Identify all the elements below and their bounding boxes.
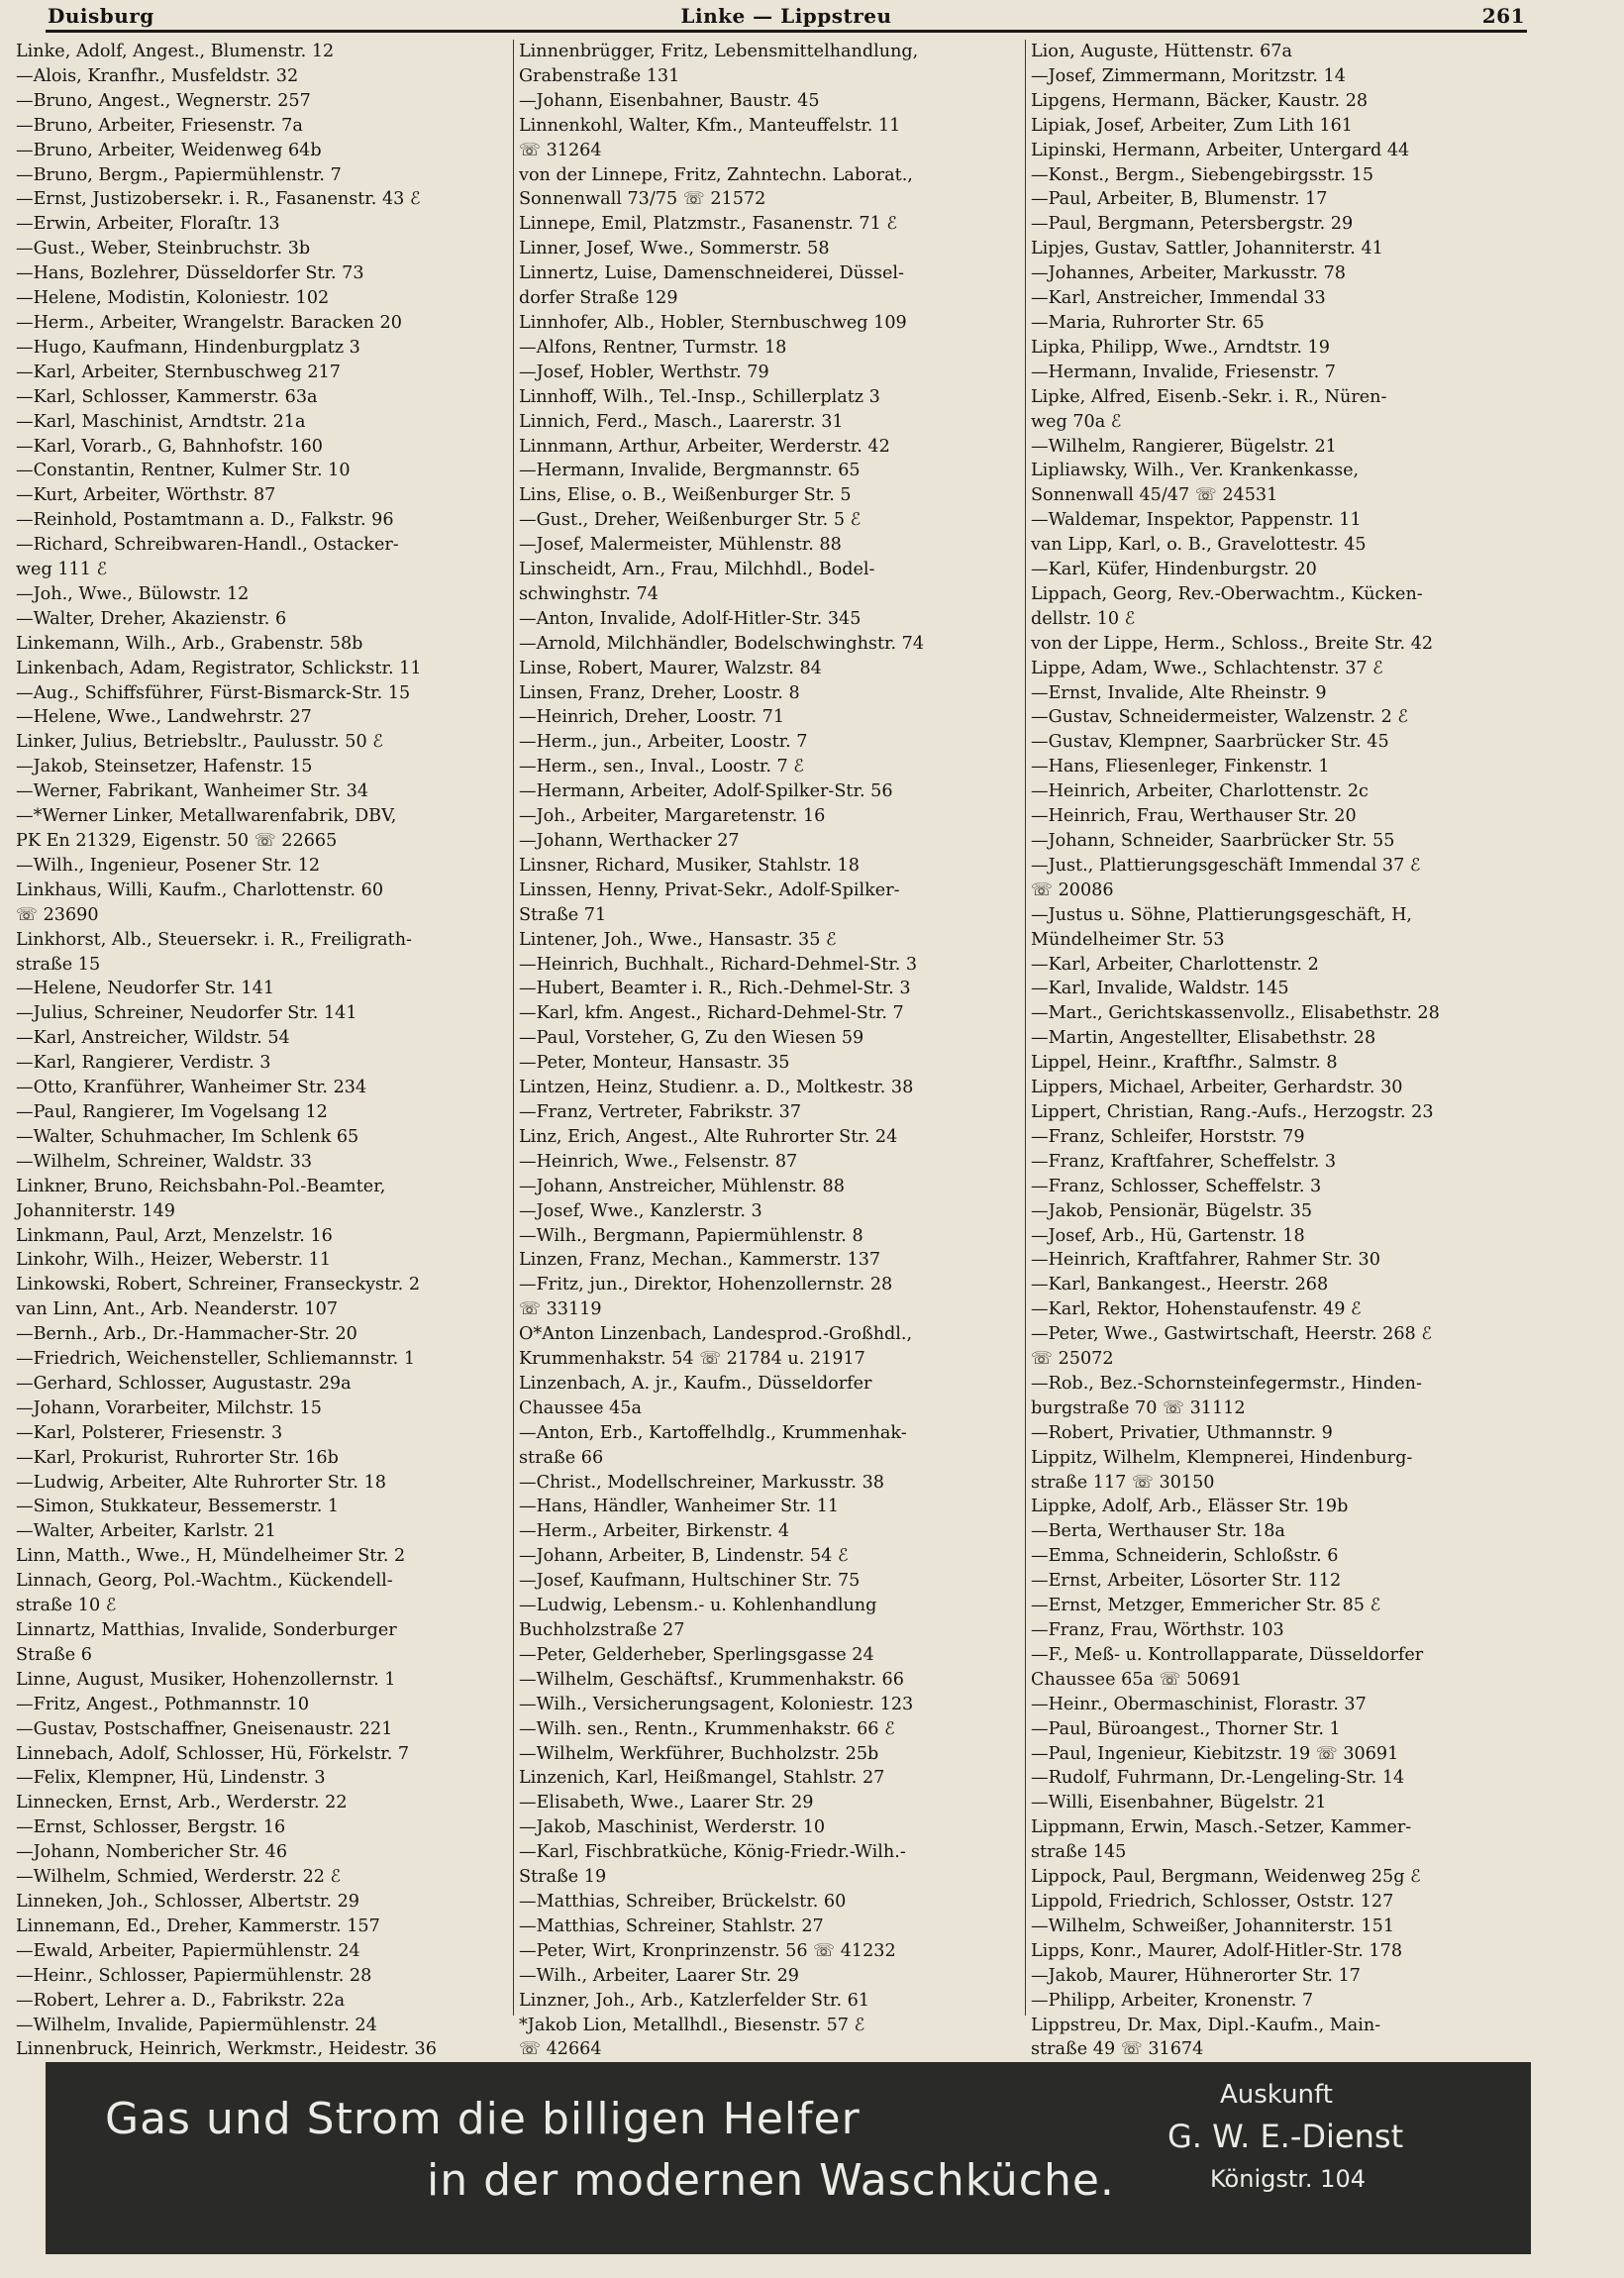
directory-entry: —Gustav, Postschaffner, Gneisenaustr. 221 <box>16 1718 393 1739</box>
directory-entry: Lippold, Friedrich, Schlosser, Oststr. 127 <box>1031 1891 1394 1912</box>
directory-entry: —Richard, Schreibwaren-Handl., Ostacker- <box>16 535 399 556</box>
directory-entry: Linscheidt, Arn., Frau, Milchhdl., Bodel- <box>519 560 875 580</box>
directory-entry: —Johannes, Arbeiter, Markusstr. 78 <box>1031 263 1346 284</box>
directory-entry: Mündelheimer Str. 53 <box>1031 929 1225 950</box>
directory-entry: Straße 19 <box>519 1867 607 1888</box>
directory-entry: —Felix, Klempner, Hü, Lindenstr. 3 <box>16 1768 326 1789</box>
directory-entry: Lippert, Christian, Rang.-Aufs., Herzogstr. 23 <box>1031 1101 1434 1122</box>
directory-entry: —Jakob, Pensionär, Bügelstr. 35 <box>1031 1200 1313 1221</box>
directory-entry: —Paul, Bergmann, Petersbergstr. 29 <box>1031 214 1354 235</box>
directory-entry: —Karl, Vorarb., G, Bahnhofstr. 160 <box>16 436 323 457</box>
directory-entry: —Heinrich, Arbeiter, Charlottenstr. 2c <box>1031 781 1369 802</box>
directory-entry: Linsen, Franz, Dreher, Loostr. 8 <box>519 682 800 703</box>
directory-entry: burgstraße 70 ☏ 31112 <box>1031 1398 1246 1418</box>
directory-entry: Lipka, Philipp, Wwe., Arndtstr. 19 <box>1031 337 1330 358</box>
directory-entry: —Ernst, Arbeiter, Lösorter Str. 112 <box>1031 1571 1342 1592</box>
directory-entry: —Walter, Dreher, Akazienstr. 6 <box>16 608 287 629</box>
directory-entry: —Josef, Wwe., Kanzlerstr. 3 <box>519 1200 762 1221</box>
directory-entry: Linzenbach, A. jr., Kaufm., Düsseldorfer <box>519 1373 872 1394</box>
directory-entry: —Johann, Vorarbeiter, Milchstr. 15 <box>16 1398 322 1418</box>
directory-entry: —Franz, Schlosser, Scheffelstr. 3 <box>1031 1176 1322 1196</box>
directory-entry: —Bruno, Arbeiter, Friesenstr. 7a <box>16 115 303 136</box>
directory-entry: Lipps, Konr., Maurer, Adolf-Hitler-Str. 178 <box>1031 1940 1403 1961</box>
directory-entry: —Karl, Schlosser, Kammerstr. 63a <box>16 386 318 407</box>
directory-entry: —Karl, Prokurist, Ruhrorter Str. 16b <box>16 1447 339 1468</box>
directory-entry: —Wilh., Versicherungsagent, Koloniestr. 123 <box>519 1694 914 1714</box>
directory-entry: —Walter, Arbeiter, Karlstr. 21 <box>16 1521 276 1542</box>
directory-entry: —Gerhard, Schlosser, Augustastr. 29a <box>16 1373 352 1394</box>
directory-entry: Linkowski, Robert, Schreiner, Franseckystr. 2 <box>16 1275 421 1295</box>
directory-entry: Buchholzstraße 27 <box>519 1620 685 1640</box>
directory-entry: Lipke, Alfred, Eisenb.-Sekr. i. R., Nüren- <box>1031 386 1387 407</box>
directory-entry: Linner, Josef, Wwe., Sommerstr. 58 <box>519 239 830 259</box>
directory-entry: Linkohr, Wilh., Heizer, Weberstr. 11 <box>16 1250 332 1271</box>
directory-entry: —Bernh., Arb., Dr.-Hammacher-Str. 20 <box>16 1324 357 1345</box>
directory-entry: —Matthias, Schreiber, Brückelstr. 60 <box>519 1891 847 1912</box>
directory-entry: —Herm., Arbeiter, Birkenstr. 4 <box>519 1521 790 1542</box>
directory-entry: —Herm., jun., Arbeiter, Loostr. 7 <box>519 732 808 753</box>
directory-entry: —Karl, Invalide, Waldstr. 145 <box>1031 979 1289 999</box>
directory-entry: —Hermann, Invalide, Bergmannstr. 65 <box>519 461 861 481</box>
directory-entry: —Willi, Eisenbahner, Bügelstr. 21 <box>1031 1793 1327 1813</box>
directory-entry: —Gustav, Klempner, Saarbrücker Str. 45 <box>1031 732 1389 753</box>
directory-entry: —Arnold, Milchhändler, Bodelschwinghstr. 74 <box>519 633 925 654</box>
directory-entry: —Jakob, Steinsetzer, Hafenstr. 15 <box>16 757 313 777</box>
directory-entry: —Maria, Ruhrorter Str. 65 <box>1031 312 1265 333</box>
directory-entry: —Ernst, Invalide, Alte Rheinstr. 9 <box>1031 682 1327 703</box>
directory-entry: —Paul, Vorsteher, G, Zu den Wiesen 59 <box>519 1028 864 1049</box>
directory-entry: Linzen, Franz, Mechan., Kammerstr. 137 <box>519 1250 881 1271</box>
directory-entry: —Heinrich, Frau, Werthauser Str. 20 <box>1031 806 1357 827</box>
directory-entry: —Karl, Bankangest., Heerstr. 268 <box>1031 1275 1329 1295</box>
directory-entry: straße 145 <box>1031 1842 1127 1863</box>
ad-info-name: G. W. E.-Dienst <box>1167 2118 1404 2155</box>
directory-entry: —Heinr., Obermaschinist, Florastr. 37 <box>1031 1694 1367 1714</box>
directory-entry: —Ernst, Metzger, Emmericher Str. 85 ℰ <box>1031 1596 1381 1616</box>
directory-entry: Linker, Julius, Betriebsltr., Paulusstr. 50 ℰ <box>16 732 383 753</box>
directory-entry: —Johann, Anstreicher, Mühlenstr. 88 <box>519 1176 845 1196</box>
directory-entry: —Robert, Lehrer a. D., Fabrikstr. 22a <box>16 1990 346 2011</box>
directory-entry: —Wilh., Bergmann, Papiermühlenstr. 8 <box>519 1225 863 1246</box>
directory-entry: —Hans, Bozlehrer, Düsseldorfer Str. 73 <box>16 263 364 284</box>
directory-entry: —Johann, Werthacker 27 <box>519 831 740 851</box>
directory-entry: Lippitz, Wilhelm, Klempnerei, Hindenburg- <box>1031 1447 1413 1468</box>
directory-entry: Linse, Robert, Maurer, Walzstr. 84 <box>519 658 822 678</box>
directory-entry: Sonnenwall 73/75 ☏ 21572 <box>519 189 766 210</box>
directory-entry: —Wilhelm, Schweißer, Johanniterstr. 151 <box>1031 1916 1395 1936</box>
directory-entry: Linne, August, Musiker, Hohenzollernstr. 1 <box>16 1669 396 1690</box>
directory-entry: —Wilhelm, Invalide, Papiermühlenstr. 24 <box>16 2015 377 2035</box>
directory-entry: —Heinrich, Kraftfahrer, Rahmer Str. 30 <box>1031 1250 1380 1271</box>
advertisement-banner <box>46 2062 1531 2254</box>
directory-entry: Lipliawsky, Wilh., Ver. Krankenkasse, <box>1031 461 1360 481</box>
directory-entry: —Reinhold, Postamtmann a. D., Falkstr. 96 <box>16 510 394 531</box>
directory-entry: —Peter, Gelderheber, Sperlingsgasse 24 <box>519 1644 874 1665</box>
directory-entry: Lipjes, Gustav, Sattler, Johanniterstr. 41 <box>1031 239 1383 259</box>
directory-entry: —Hans, Händler, Wanheimer Str. 11 <box>519 1497 840 1517</box>
directory-entry: —Heinrich, Buchhalt., Richard-Dehmel-Str. 3 <box>519 954 918 975</box>
directory-entry: —Anton, Invalide, Adolf-Hitler-Str. 345 <box>519 608 862 629</box>
directory-entry: —Ludwig, Lebensm.- u. Kohlenhandlung <box>519 1596 877 1616</box>
directory-entry: —Christ., Modellschreiner, Markusstr. 38 <box>519 1472 884 1493</box>
directory-entry: —Anton, Erb., Kartoffelhdlg., Krummenhak- <box>519 1422 907 1443</box>
directory-entry: Linkner, Bruno, Reichsbahn-Pol.-Beamter, <box>16 1176 386 1196</box>
directory-entry: PK En 21329, Eigenstr. 50 ☏ 22665 <box>16 831 338 851</box>
directory-entry: —Walter, Schuhmacher, Im Schlenk 65 <box>16 1126 359 1147</box>
directory-entry: straße 15 <box>16 954 101 975</box>
directory-entry: —Bruno, Bergm., Papiermühlenstr. 7 <box>16 164 342 185</box>
directory-entry: —Heinrich, Dreher, Loostr. 71 <box>519 707 785 728</box>
directory-entry: —Karl, Arbeiter, Sternbuschweg 217 <box>16 362 342 382</box>
directory-entry: Linke, Adolf, Angest., Blumenstr. 12 <box>16 42 335 61</box>
directory-entry: Linnhoff, Wilh., Tel.-Insp., Schillerplatz 3 <box>519 386 880 407</box>
directory-entry: —Paul, Rangierer, Im Vogelsang 12 <box>16 1101 328 1122</box>
directory-entry: straße 117 ☏ 30150 <box>1031 1472 1215 1493</box>
directory-entry: —Aug., Schiffsführer, Fürst-Bismarck-Str. 15 <box>16 682 411 703</box>
directory-entry: Grabenstraße 131 <box>519 65 680 86</box>
directory-entry: —Philipp, Arbeiter, Kronenstr. 7 <box>1031 1990 1314 2011</box>
directory-entry: —Johann, Eisenbahner, Baustr. 45 <box>519 90 820 111</box>
directory-entry: Linnebach, Adolf, Schlosser, Hü, Förkelstr. 7 <box>16 1743 410 1764</box>
directory-entry: Lipinski, Hermann, Arbeiter, Untergard 44 <box>1031 140 1410 160</box>
directory-entry: —Paul, Ingenieur, Kiebitzstr. 19 ☏ 30691 <box>1031 1743 1399 1764</box>
directory-entry: —Gustav, Schneidermeister, Walzenstr. 2 ℰ <box>1031 707 1409 728</box>
directory-entry: Linneken, Joh., Schlosser, Albertstr. 29 <box>16 1891 359 1912</box>
directory-entry: Linnenkohl, Walter, Kfm., Manteuffelstr. 11 <box>519 115 901 136</box>
ad-slogan-line-1: Gas und Strom die billigen Helfer <box>105 2094 861 2144</box>
directory-entry: —Peter, Wirt, Kronprinzenstr. 56 ☏ 41232 <box>519 1940 896 1961</box>
directory-entry: —Jakob, Maurer, Hühnerorter Str. 17 <box>1031 1965 1361 1986</box>
directory-entry: Lippock, Paul, Bergmann, Weidenweg 25g ℰ <box>1031 1867 1421 1888</box>
directory-entry: Lippers, Michael, Arbeiter, Gerhardstr. 30 <box>1031 1078 1403 1098</box>
directory-entry: —Karl, Arbeiter, Charlottenstr. 2 <box>1031 954 1319 975</box>
directory-entry: —Julius, Schreiner, Neudorfer Str. 141 <box>16 1003 357 1024</box>
directory-entry: —Mart., Gerichtskassenvollz., Elisabethstr. 28 <box>1031 1003 1440 1024</box>
directory-entry: van Linn, Ant., Arb. Neanderstr. 107 <box>16 1299 339 1320</box>
directory-entry: —Kurt, Arbeiter, Wörthstr. 87 <box>16 485 276 506</box>
directory-entry: straße 66 <box>519 1447 604 1468</box>
directory-entry: —Peter, Wwe., Gastwirtschaft, Heerstr. 268 ℰ <box>1031 1324 1432 1345</box>
directory-entry: Linnertz, Luise, Damenschneiderei, Düssel- <box>519 263 904 284</box>
directory-entry: —Justus u. Söhne, Plattierungsgeschäft, H, <box>1031 904 1413 925</box>
directory-entry: —Franz, Schleifer, Horststr. 79 <box>1031 1126 1305 1147</box>
column-2 <box>519 40 1022 2060</box>
directory-entry: —Wilhelm, Schreiner, Waldstr. 33 <box>16 1151 313 1172</box>
directory-entry: *Jakob Lion, Metallhdl., Biesenstr. 57 ℰ <box>519 2015 865 2035</box>
directory-entry: —Konst., Bergm., Siebengebirgsstr. 15 <box>1031 164 1374 185</box>
directory-entry: —Fritz, jun., Direktor, Hohenzollernstr. 28 <box>519 1275 893 1295</box>
directory-entry: Lipgens, Hermann, Bäcker, Kaustr. 28 <box>1031 90 1369 111</box>
directory-entry: —Bruno, Angest., Wegnerstr. 257 <box>16 90 311 111</box>
directory-entry: Linssen, Henny, Privat-Sekr., Adolf-Spilker- <box>519 880 900 900</box>
directory-entry: Linnepe, Emil, Platzmstr., Fasanenstr. 71 ℰ <box>519 214 898 235</box>
directory-entry: dorfer Straße 129 <box>519 288 678 309</box>
page-number: 261 <box>1481 4 1525 28</box>
directory-entry: Lippach, Georg, Rev.-Oberwachtm., Kücken- <box>1031 583 1423 604</box>
directory-entry: —Berta, Werthauser Str. 18a <box>1031 1521 1285 1542</box>
directory-entry: Straße 71 <box>519 904 607 925</box>
directory-entry: —Johann, Schneider, Saarbrücker Str. 55 <box>1031 831 1395 851</box>
directory-entry: Lippke, Adolf, Arb., Elässer Str. 19b <box>1031 1497 1349 1517</box>
directory-entry: weg 111 ℰ <box>16 560 108 580</box>
directory-entry: Lintener, Joh., Wwe., Hansastr. 35 ℰ <box>519 929 837 950</box>
directory-entry: von der Lippe, Herm., Schloss., Breite Str. 42 <box>1031 633 1434 654</box>
directory-entry: —Helene, Modistin, Koloniestr. 102 <box>16 288 330 309</box>
directory-entry: —Johann, Nombericher Str. 46 <box>16 1842 288 1863</box>
directory-entry: —Karl, Polsterer, Friesenstr. 3 <box>16 1422 283 1443</box>
column-divider <box>1025 40 1026 2016</box>
directory-entry: —Martin, Angestellter, Elisabethstr. 28 <box>1031 1028 1376 1049</box>
column-divider <box>513 40 514 2016</box>
directory-entry: —Josef, Zimmermann, Moritzstr. 14 <box>1031 65 1346 86</box>
directory-entry: Sonnenwall 45/47 ☏ 24531 <box>1031 485 1278 506</box>
directory-entry: —Matthias, Schreiner, Stahlstr. 27 <box>519 1916 824 1936</box>
directory-entry: ☏ 20086 <box>1031 880 1114 900</box>
directory-entry: —Karl, kfm. Angest., Richard-Dehmel-Str. 7 <box>519 1003 904 1024</box>
directory-entry: ☏ 33119 <box>519 1299 602 1320</box>
directory-entry: —Simon, Stukkateur, Bessemerstr. 1 <box>16 1497 340 1517</box>
directory-entry: —Waldemar, Inspektor, Pappenstr. 11 <box>1031 510 1362 531</box>
directory-entry: —Herm., Arbeiter, Wrangelstr. Baracken 20 <box>16 312 402 333</box>
directory-entry: Linz, Erich, Angest., Alte Ruhrorter Str. 24 <box>519 1126 898 1147</box>
directory-entry: Krummenhakstr. 54 ☏ 21784 u. 21917 <box>519 1349 865 1370</box>
directory-entry: —F., Meß- u. Kontrollapparate, Düsseldorfer <box>1031 1644 1424 1665</box>
directory-entry: Linkemann, Wilh., Arb., Grabenstr. 58b <box>16 633 363 654</box>
directory-entry: Linnich, Ferd., Masch., Laarerstr. 31 <box>519 411 844 432</box>
directory-entry: ☏ 31264 <box>519 140 602 160</box>
directory-entry: —Wilhelm, Geschäftsf., Krummenhakstr. 66 <box>519 1669 904 1690</box>
directory-entry: —Wilhelm, Werkführer, Buchholzstr. 25b <box>519 1743 879 1764</box>
directory-entry: —Robert, Privatier, Uthmannstr. 9 <box>1031 1422 1333 1443</box>
directory-entry: schwinghstr. 74 <box>519 583 659 604</box>
directory-entry: —Elisabeth, Wwe., Laarer Str. 29 <box>519 1793 814 1813</box>
directory-entry: —Ludwig, Arbeiter, Alte Ruhrorter Str. 18 <box>16 1472 386 1493</box>
directory-entry: —Heinrich, Wwe., Felsenstr. 87 <box>519 1151 798 1172</box>
directory-entry: —Franz, Vertreter, Fabrikstr. 37 <box>519 1101 802 1122</box>
directory-entry: —Paul, Büroangest., Thorner Str. 1 <box>1031 1718 1341 1739</box>
directory-entry: —Johann, Arbeiter, B, Lindenstr. 54 ℰ <box>519 1546 849 1567</box>
directory-entry: —Franz, Kraftfahrer, Scheffelstr. 3 <box>1031 1151 1337 1172</box>
directory-entry: —Gust., Weber, Steinbruchstr. 3b <box>16 239 311 259</box>
directory-entry: —Alfons, Rentner, Turmstr. 18 <box>519 337 787 358</box>
directory-entry: Chaussee 45a <box>519 1398 642 1418</box>
directory-entry: Lippstreu, Dr. Max, Dipl.-Kaufm., Main- <box>1031 2015 1381 2035</box>
directory-entry: ☏ 23690 <box>16 904 99 925</box>
directory-entry: weg 70a ℰ <box>1031 411 1122 432</box>
directory-entry: —Wilh. sen., Rentn., Krummenhakstr. 66 ℰ <box>519 1718 895 1739</box>
directory-entry: —Peter, Monteur, Hansastr. 35 <box>519 1053 790 1074</box>
directory-entry: —Josef, Malermeister, Mühlenstr. 88 <box>519 535 842 556</box>
directory-entry: —Bruno, Arbeiter, Weidenweg 64b <box>16 140 322 160</box>
directory-entry: Linkmann, Paul, Arzt, Menzelstr. 16 <box>16 1225 333 1246</box>
directory-entry: —Fritz, Angest., Pothmannstr. 10 <box>16 1694 310 1714</box>
directory-entry: —Otto, Kranführer, Wanheimer Str. 234 <box>16 1078 367 1098</box>
directory-entry: —Wilh., Ingenieur, Posener Str. 12 <box>16 855 321 876</box>
directory-entry: —Just., Plattierungsgeschäft Immendal 37 ℰ <box>1031 855 1421 876</box>
directory-entry: Chaussee 65a ☏ 50691 <box>1031 1669 1243 1690</box>
directory-entry: —Helene, Neudorfer Str. 141 <box>16 979 275 999</box>
directory-entry: —Alois, Kranfhr., Musfeldstr. 32 <box>16 65 299 86</box>
directory-entry: —Constantin, Rentner, Kulmer Str. 10 <box>16 461 351 481</box>
column-1 <box>16 40 511 2060</box>
directory-entry: Lins, Elise, o. B., Weißenburger Str. 5 <box>519 485 852 506</box>
directory-entry: —Karl, Anstreicher, Immendal 33 <box>1031 288 1326 309</box>
directory-entry: —Rob., Bez.-Schornsteinfegermstr., Hinden- <box>1031 1373 1422 1394</box>
page-header <box>46 0 1527 33</box>
directory-entry: Linnhofer, Alb., Hobler, Sternbuschweg 109 <box>519 312 907 333</box>
directory-entry: —Ernst, Justizobersekr. i. R., Fasanenstr. 43 ℰ <box>16 189 421 210</box>
directory-entry: Linkhorst, Alb., Steuersekr. i. R., Freiligrath- <box>16 929 412 950</box>
directory-entry: —Heinr., Schlosser, Papiermühlenstr. 28 <box>16 1965 372 1986</box>
header-city: Duisburg <box>48 4 154 28</box>
directory-entry: ☏ 42664 <box>519 2039 602 2060</box>
directory-entry: Linkenbach, Adam, Registrator, Schlickstr. 11 <box>16 658 422 678</box>
directory-entry: —Erwin, Arbeiter, Floraſtr. 13 <box>16 214 280 235</box>
directory-entry: Linnenbruck, Heinrich, Werkmstr., Heidestr. 36 <box>16 2039 437 2060</box>
directory-entry: Linnach, Georg, Pol.-Wachtm., Kückendell- <box>16 1571 393 1592</box>
directory-entry: Linnartz, Matthias, Invalide, Sonderburger <box>16 1620 397 1640</box>
directory-entry: —Joh., Arbeiter, Margaretenstr. 16 <box>519 806 826 827</box>
directory-entry: —Wilhelm, Schmied, Werderstr. 22 ℰ <box>16 1867 342 1888</box>
directory-entry: —Wilh., Arbeiter, Laarer Str. 29 <box>519 1965 799 1986</box>
directory-entry: Lintzen, Heinz, Studienr. a. D., Moltkestr. 38 <box>519 1078 914 1098</box>
directory-entry: Linsner, Richard, Musiker, Stahlstr. 18 <box>519 855 860 876</box>
directory-entry: —*Werner Linker, Metallwarenfabrik, DBV, <box>16 806 397 827</box>
directory-entry: —Josef, Kaufmann, Hultschiner Str. 75 <box>519 1571 861 1592</box>
directory-entry: O*Anton Linzenbach, Landesprod.-Großhdl., <box>519 1324 913 1345</box>
directory-entry: Lippe, Adam, Wwe., Schlachtenstr. 37 ℰ <box>1031 658 1383 678</box>
ad-info-address: Königstr. 104 <box>1210 2165 1366 2193</box>
directory-entry: —Wilhelm, Rangierer, Bügelstr. 21 <box>1031 436 1337 457</box>
directory-entry: Linnmann, Arthur, Arbeiter, Werderstr. 42 <box>519 436 890 457</box>
directory-entry: —Hubert, Beamter i. R., Rich.-Dehmel-Str. 3 <box>519 979 911 999</box>
directory-entry: Linkhaus, Willi, Kaufm., Charlottenstr. 60 <box>16 880 384 900</box>
directory-entry: straße 49 ☏ 31674 <box>1031 2039 1204 2060</box>
directory-entry: —Herm., sen., Inval., Loostr. 7 ℰ <box>519 757 804 777</box>
directory-entry: —Josef, Arb., Hü, Gartenstr. 18 <box>1031 1225 1305 1246</box>
directory-entry: Linn, Matth., Wwe., H, Mündelheimer Str. 2 <box>16 1546 406 1567</box>
directory-entry: Johanniterstr. 149 <box>16 1200 175 1221</box>
directory-entry: Linnenbrügger, Fritz, Lebensmittelhandlung, <box>519 42 919 61</box>
directory-entry: Linnemann, Ed., Dreher, Kammerstr. 157 <box>16 1916 380 1936</box>
directory-entry: —Joh., Wwe., Bülowstr. 12 <box>16 583 250 604</box>
directory-entry: —Emma, Schneiderin, Schloßstr. 6 <box>1031 1546 1339 1567</box>
directory-entry: —Karl, Fischbratküche, König-Friedr.-Wilh.- <box>519 1842 906 1863</box>
directory-entry: —Karl, Rektor, Hohenstaufenstr. 49 ℰ <box>1031 1299 1362 1320</box>
directory-entry: ☏ 25072 <box>1031 1349 1114 1370</box>
directory-entry: —Ernst, Schlosser, Bergstr. 16 <box>16 1817 286 1838</box>
directory-entry: Lippmann, Erwin, Masch.-Setzer, Kammer- <box>1031 1817 1412 1838</box>
directory-entry: Lippel, Heinr., Kraftfhr., Salmstr. 8 <box>1031 1053 1338 1074</box>
ad-slogan-line-2: in der modernen Waschküche. <box>427 2155 1115 2206</box>
directory-entry: —Jakob, Maschinist, Werderstr. 10 <box>519 1817 826 1838</box>
directory-entry: —Gust., Dreher, Weißenburger Str. 5 ℰ <box>519 510 862 531</box>
directory-entry: Lipiak, Josef, Arbeiter, Zum Lith 161 <box>1031 115 1353 136</box>
directory-entry: Linzner, Joh., Arb., Katzlerfelder Str. 61 <box>519 1990 870 2011</box>
directory-entry: —Werner, Fabrikant, Wanheimer Str. 34 <box>16 781 369 802</box>
directory-entry: —Hans, Fliesenleger, Finkenstr. 1 <box>1031 757 1330 777</box>
directory-entry: —Franz, Frau, Wörthstr. 103 <box>1031 1620 1284 1640</box>
directory-entry: —Paul, Arbeiter, B, Blumenstr. 17 <box>1031 189 1328 210</box>
directory-entry: von der Linnepe, Fritz, Zahntechn. Laborat., <box>519 164 913 185</box>
directory-entry: Linnecken, Ernst, Arb., Werderstr. 22 <box>16 1793 348 1813</box>
directory-entry: —Josef, Hobler, Werthstr. 79 <box>519 362 769 382</box>
directory-entry: Lion, Auguste, Hüttenstr. 67a <box>1031 42 1292 61</box>
column-3 <box>1031 40 1536 2060</box>
directory-entry: —Helene, Wwe., Landwehrstr. 27 <box>16 707 312 728</box>
directory-entry: —Hermann, Invalide, Friesenstr. 7 <box>1031 362 1336 382</box>
directory-entry: —Friedrich, Weichensteller, Schliemannstr. 1 <box>16 1349 416 1370</box>
directory-entry: dellstr. 10 ℰ <box>1031 608 1136 629</box>
directory-entry: van Lipp, Karl, o. B., Gravelottestr. 45 <box>1031 535 1367 556</box>
directory-entry: —Hermann, Arbeiter, Adolf-Spilker-Str. 56 <box>519 781 893 802</box>
directory-entry: —Karl, Küfer, Hindenburgstr. 20 <box>1031 560 1317 580</box>
directory-entry: —Karl, Maschinist, Arndtstr. 21a <box>16 411 306 432</box>
header-range: Linke — Lippstreu <box>680 4 892 28</box>
directory-entry: Straße 6 <box>16 1644 92 1665</box>
directory-entry: straße 10 ℰ <box>16 1596 117 1616</box>
directory-entry: —Karl, Anstreicher, Wildstr. 54 <box>16 1028 290 1049</box>
directory-entry: Linzenich, Karl, Heißmangel, Stahlstr. 27 <box>519 1768 885 1789</box>
directory-entry: —Rudolf, Fuhrmann, Dr.-Lengeling-Str. 14 <box>1031 1768 1405 1789</box>
ad-info-label: Auskunft <box>1220 2080 1333 2110</box>
directory-entry: —Hugo, Kaufmann, Hindenburgplatz 3 <box>16 337 360 358</box>
directory-entry: —Karl, Rangierer, Verdistr. 3 <box>16 1053 271 1074</box>
directory-entry: —Ewald, Arbeiter, Papiermühlenstr. 24 <box>16 1940 360 1961</box>
